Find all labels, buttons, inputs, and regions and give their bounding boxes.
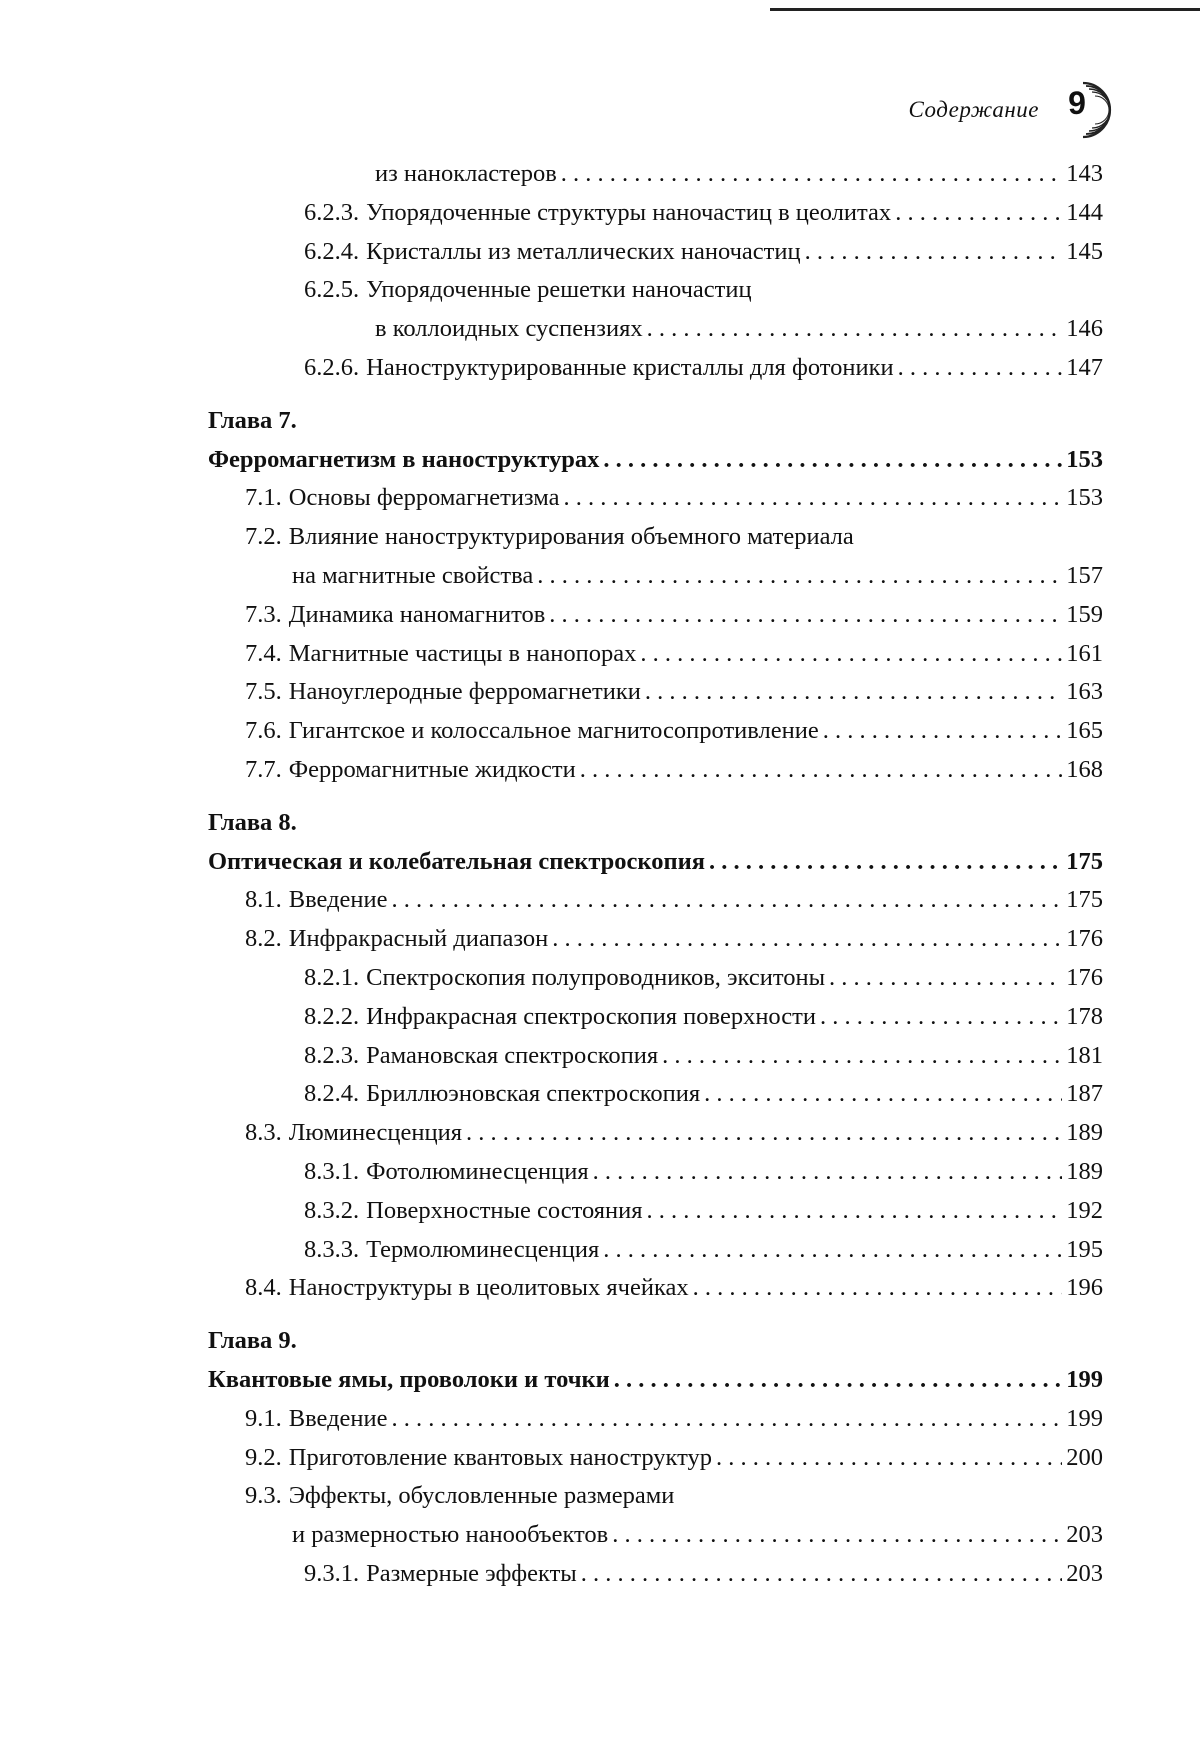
leader-dots [662, 1037, 1062, 1076]
toc-entry-title: Ферромагнитные жидкости [288, 755, 576, 783]
toc-entry [208, 1075, 1103, 1114]
toc-entry-title: и размерностью нанообъектов [292, 1521, 609, 1549]
table-of-contents [208, 155, 1103, 1594]
toc-entry [208, 1114, 1103, 1153]
leader-dots [549, 596, 1062, 635]
toc-entry-page: 168 [1066, 755, 1103, 783]
toc-entry [208, 881, 1103, 920]
toc-entry-title: Упорядоченные структуры наночастиц в цеолитах [366, 198, 892, 226]
toc-entry-title: Эффекты, обусловленные размерами [288, 1482, 675, 1510]
running-head [909, 80, 1115, 140]
toc-entry [208, 635, 1103, 674]
chapter-title-entry [208, 441, 1103, 480]
leader-dots [647, 310, 1063, 349]
toc-entry-page: 195 [1066, 1235, 1103, 1263]
toc-entry-page: 157 [1066, 561, 1103, 589]
toc-entry-page: 175 [1066, 886, 1103, 914]
toc-entry [208, 712, 1103, 751]
page-number-badge [1053, 79, 1115, 141]
chapter-title-entry [208, 843, 1103, 882]
toc-entry-title: Введение [288, 1404, 388, 1432]
toc-entry-title: Приготовление квантовых наноструктур [288, 1443, 713, 1471]
toc-entry-title: Рамановская спектроскопия [366, 1041, 659, 1069]
leader-dots [895, 194, 1062, 233]
toc-entry-number: 6.2.3. [304, 198, 360, 226]
toc-entry [208, 1477, 1103, 1516]
leader-dots [603, 441, 1062, 480]
leader-dots [593, 1153, 1063, 1192]
leader-dots [820, 998, 1062, 1037]
toc-entry-title: Введение [288, 886, 388, 914]
leader-dots [898, 349, 1063, 388]
toc-entry-title: Влияние наноструктурирования объемного материала [288, 523, 854, 551]
toc-entry-title: Бриллюэновская спектроскопия [366, 1080, 701, 1108]
toc-entry [208, 959, 1103, 998]
leader-dots [647, 1192, 1063, 1231]
toc-entry [208, 1269, 1103, 1308]
toc-entry-title: Динамика наномагнитов [288, 600, 546, 628]
toc-entry-number: 7.6. [245, 717, 282, 745]
leader-dots [561, 155, 1062, 194]
leader-dots [805, 233, 1063, 272]
running-title: Содержание [908, 97, 1039, 122]
toc-entry-number: 9.1. [245, 1404, 282, 1432]
toc-entry-number: 6.2.6. [304, 353, 360, 381]
toc-entry-number: 7.4. [245, 639, 282, 667]
toc-entry [208, 596, 1103, 635]
toc-entry-page: 147 [1066, 353, 1103, 381]
toc-entry-number: 8.2.4. [304, 1080, 360, 1108]
toc-entry-title: Инфракрасный диапазон [288, 925, 549, 953]
toc-entry-page: 203 [1066, 1559, 1103, 1587]
toc-entry-page: 159 [1066, 600, 1103, 628]
toc-entry-page: 163 [1066, 678, 1103, 706]
toc-entry [208, 271, 1103, 310]
toc-entry-page: 189 [1066, 1119, 1103, 1147]
toc-entry-page: 192 [1066, 1196, 1103, 1224]
toc-entry-number: 8.3.2. [304, 1196, 360, 1224]
toc-entry-number: 8.2. [245, 925, 282, 953]
toc-entry-page: 178 [1066, 1002, 1103, 1030]
leader-dots [829, 959, 1062, 998]
leader-dots [581, 1555, 1062, 1594]
toc-entry-title: на магнитные свойства [292, 561, 534, 589]
toc-entry [208, 1516, 1103, 1555]
toc-entry-title: Гигантское и колоссальное магнитосопротивление [288, 717, 819, 745]
toc-entry-number: 7.5. [245, 678, 282, 706]
chapter-title-entry [208, 1361, 1103, 1400]
toc-entry-page: 175 [1066, 847, 1103, 875]
toc-entry-title: Термолюминесценция [366, 1235, 600, 1263]
toc-entry-title: Магнитные частицы в нанопорах [288, 639, 637, 667]
toc-entry-page: 181 [1066, 1041, 1103, 1069]
toc-entry [208, 1439, 1103, 1478]
toc-entry-page: 199 [1066, 1365, 1103, 1393]
toc-entry-page: 144 [1066, 198, 1103, 226]
toc-entry-number: 8.2.1. [304, 963, 360, 991]
page-number: 9 [1068, 85, 1086, 121]
toc-entry [208, 194, 1103, 233]
leader-dots [640, 635, 1062, 674]
toc-entry [208, 1153, 1103, 1192]
leader-dots [580, 751, 1063, 790]
toc-entry-title: Наноструктурированные кристаллы для фотоники [366, 353, 894, 381]
toc-entry-page: 161 [1066, 639, 1103, 667]
toc-entry-number: 8.3. [245, 1119, 282, 1147]
toc-entry-number: 9.3. [245, 1482, 282, 1510]
toc-entry [208, 155, 1103, 194]
toc-entry-page: 199 [1066, 1404, 1103, 1432]
toc-entry-number: 8.1. [245, 886, 282, 914]
toc-entry [208, 920, 1103, 959]
toc-entry-number: 7.1. [245, 484, 282, 512]
toc-entry-page: 143 [1066, 160, 1103, 187]
toc-entry [208, 1400, 1103, 1439]
leader-dots [614, 1361, 1063, 1400]
toc-entry-title: Наноструктуры в цеолитовых ячейках [288, 1274, 689, 1302]
toc-entry [208, 1555, 1103, 1594]
toc-entry-number: 7.7. [245, 755, 282, 783]
toc-entry [208, 751, 1103, 790]
toc-entry-title: Оптическая и колебательная спектроскопия [208, 847, 705, 875]
toc-entry-title: из нанокластеров [375, 160, 557, 187]
toc-entry-number: 6.2.4. [304, 237, 360, 265]
chapter-label: Глава 7. [208, 406, 297, 434]
leader-dots [704, 1075, 1062, 1114]
leader-dots [552, 920, 1062, 959]
toc-entry-page: 176 [1066, 963, 1103, 991]
toc-entry [208, 479, 1103, 518]
toc-entry-page: 153 [1066, 484, 1103, 512]
toc-entry-number: 9.2. [245, 1443, 282, 1471]
toc-entry-title: Фотолюминесценция [366, 1157, 589, 1185]
leader-dots [709, 843, 1062, 882]
toc-entry-number: 8.3.3. [304, 1235, 360, 1263]
toc-entry [208, 998, 1103, 1037]
toc-entry-title: Ферромагнетизм в наноструктурах [208, 445, 600, 473]
toc-entry-number: 8.2.3. [304, 1041, 360, 1069]
leader-dots [823, 712, 1063, 751]
toc-entry [208, 310, 1103, 349]
toc-entry-title: в коллоидных суспензиях [375, 315, 643, 343]
toc-entry-title: Инфракрасная спектроскопия поверхности [366, 1002, 816, 1030]
leader-dots [392, 1400, 1063, 1439]
top-rule [770, 8, 1200, 11]
toc-entry-title: Кристаллы из металлических наночастиц [366, 237, 801, 265]
toc-entry-number: 9.3.1. [304, 1559, 360, 1587]
leader-dots [563, 479, 1062, 518]
toc-entry-page: 200 [1066, 1443, 1103, 1471]
toc-entry-title: Основы ферромагнетизма [288, 484, 560, 512]
toc-entry [208, 1231, 1103, 1270]
toc-entry-title: Наноуглеродные ферромагнетики [288, 678, 641, 706]
leader-dots [716, 1439, 1062, 1478]
toc-entry-number: 8.3.1. [304, 1157, 360, 1185]
toc-entry-title: Спектроскопия полупроводников, экситоны [366, 963, 826, 991]
toc-entry-page: 176 [1066, 925, 1103, 953]
chapter-label: Глава 8. [208, 808, 297, 836]
toc-entry-number: 7.3. [245, 600, 282, 628]
toc-entry [208, 349, 1103, 388]
toc-entry [208, 233, 1103, 272]
toc-entry-page: 189 [1066, 1157, 1103, 1185]
chapter-label: Глава 9. [208, 1327, 297, 1355]
toc-entry-page: 196 [1066, 1274, 1103, 1302]
toc-entry-title: Люминесценция [288, 1119, 463, 1147]
leader-dots [612, 1516, 1062, 1555]
leader-dots [645, 673, 1062, 712]
toc-entry-page: 145 [1066, 237, 1103, 265]
toc-entry-title: Упорядоченные решетки наночастиц [366, 276, 752, 304]
toc-entry-number: 8.2.2. [304, 1002, 360, 1030]
leader-dots [466, 1114, 1062, 1153]
toc-entry-number: 8.4. [245, 1274, 282, 1302]
toc-entry-page: 187 [1066, 1080, 1103, 1108]
toc-entry-title: Поверхностные состояния [366, 1196, 643, 1224]
leader-dots [693, 1269, 1063, 1308]
toc-entry-title: Размерные эффекты [366, 1559, 577, 1587]
toc-entry-title: Квантовые ямы, проволоки и точки [208, 1365, 610, 1393]
toc-entry [208, 557, 1103, 596]
toc-entry [208, 1037, 1103, 1076]
toc-entry-page: 165 [1066, 717, 1103, 745]
toc-entry-page: 153 [1066, 445, 1103, 473]
toc-entry-page: 203 [1066, 1521, 1103, 1549]
toc-entry [208, 518, 1103, 557]
toc-entry-number: 6.2.5. [304, 276, 360, 304]
toc-entry [208, 673, 1103, 712]
leader-dots [537, 557, 1062, 596]
toc-entry-page: 146 [1066, 315, 1103, 343]
toc-entry-number: 7.2. [245, 523, 282, 551]
leader-dots [603, 1231, 1062, 1270]
toc-entry [208, 1192, 1103, 1231]
leader-dots [392, 881, 1063, 920]
